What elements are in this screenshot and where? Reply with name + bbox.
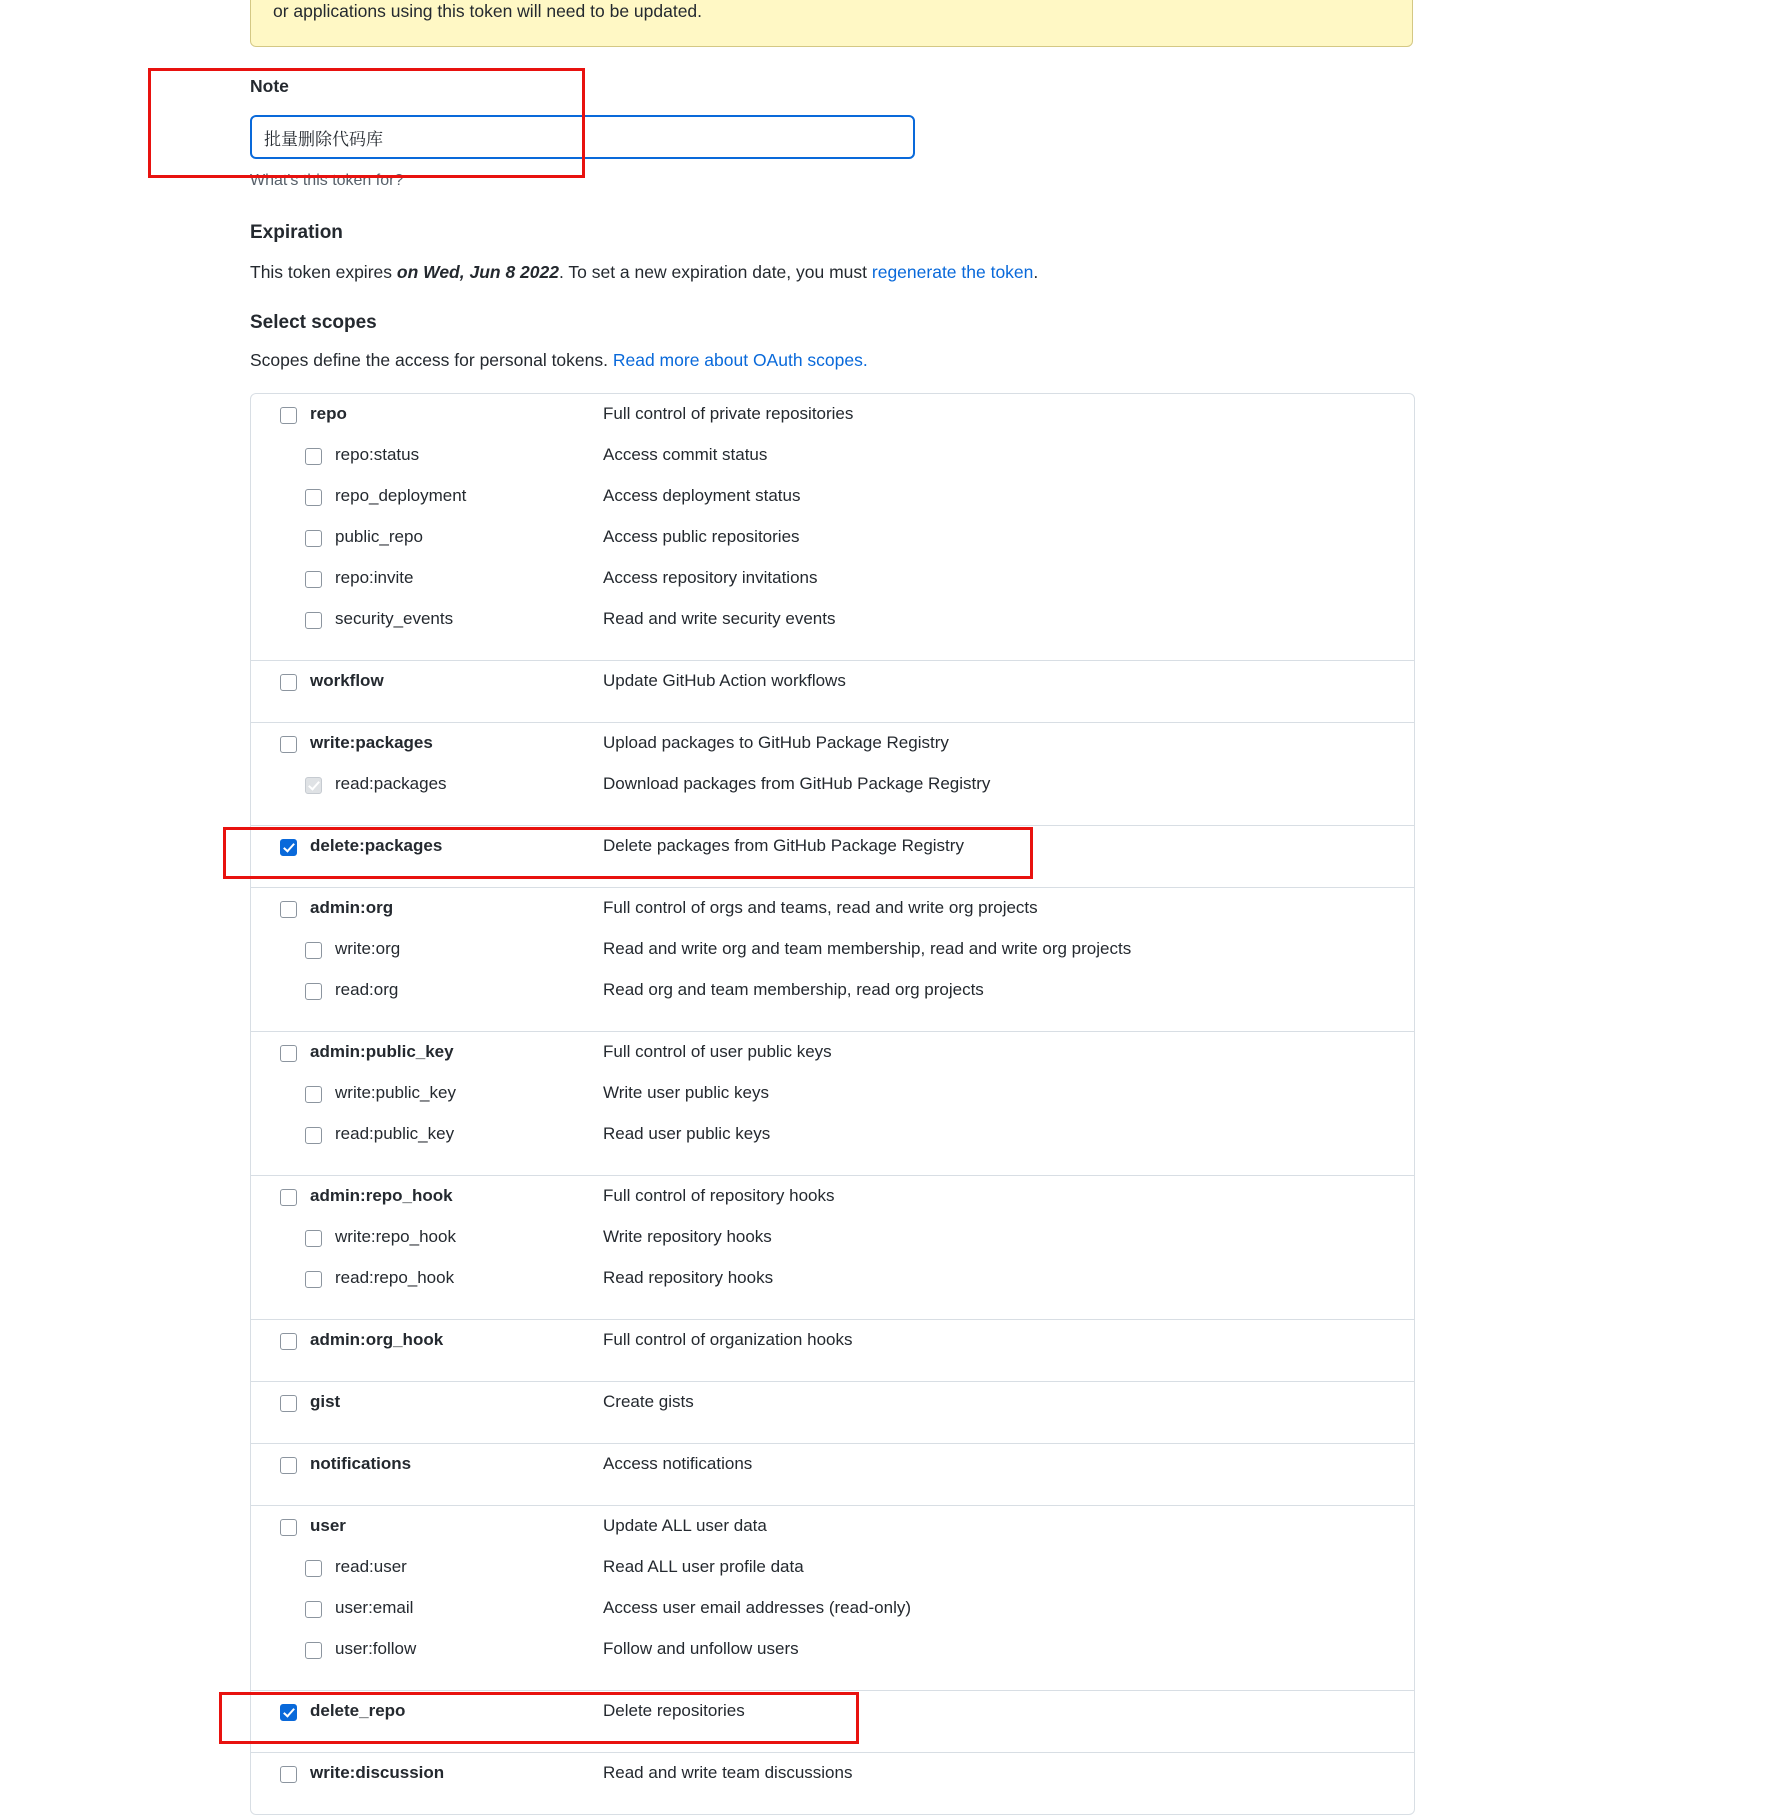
scope-description: Update GitHub Action workflows — [603, 671, 846, 690]
scope-checkbox-cell — [251, 1516, 297, 1536]
scope-name: delete_repo — [310, 1701, 406, 1720]
scope-name: repo:invite — [335, 568, 414, 587]
scope-description: Read repository hooks — [603, 1268, 774, 1287]
scope-name: write:discussion — [310, 1763, 445, 1782]
scope-checkbox-admin:org[interactable] — [280, 901, 297, 918]
scope-checkbox-user[interactable] — [280, 1519, 297, 1536]
scope-description: Access public repositories — [603, 527, 800, 546]
scope-row[interactable] — [251, 1557, 1414, 1598]
scope-checkbox-repo_deployment[interactable] — [305, 489, 322, 506]
scope-checkbox-cell — [251, 1598, 322, 1618]
expiration-prefix: This token expires — [250, 262, 397, 282]
scope-group — [251, 1382, 1414, 1444]
scope-name: user — [310, 1516, 346, 1535]
scope-checkbox-cell — [251, 1763, 297, 1783]
scope-checkbox-read:packages — [305, 777, 322, 794]
scope-row[interactable] — [251, 1124, 1414, 1165]
scope-description: Follow and unfollow users — [603, 1639, 799, 1658]
scope-row[interactable] — [251, 1268, 1414, 1309]
scope-row[interactable] — [251, 980, 1414, 1021]
scopes-subtext — [250, 350, 868, 371]
scope-name: repo — [310, 404, 347, 423]
scope-description: Access notifications — [603, 1454, 753, 1473]
scope-checkbox-admin:repo_hook[interactable] — [280, 1189, 297, 1206]
scope-description: Access commit status — [603, 445, 768, 464]
scopes-subtext-prefix: Scopes define the access for personal tokens. — [250, 350, 613, 370]
expiration-heading: Expiration — [250, 222, 343, 243]
scope-checkbox-repo[interactable] — [280, 407, 297, 424]
scope-checkbox-delete:packages[interactable] — [280, 839, 297, 856]
scope-description: Read user public keys — [603, 1124, 771, 1143]
scope-row[interactable] — [251, 609, 1414, 650]
scope-name: admin:public_key — [310, 1042, 454, 1061]
scope-row[interactable] — [251, 486, 1414, 527]
scope-checkbox-write:repo_hook[interactable] — [305, 1230, 322, 1247]
scope-checkbox-cell — [251, 671, 297, 691]
scope-name: read:public_key — [335, 1124, 455, 1143]
scope-row[interactable] — [251, 1392, 1414, 1433]
scope-description: Update ALL user data — [603, 1516, 767, 1535]
scope-group — [251, 394, 1414, 661]
scope-name: write:org — [335, 939, 401, 958]
scopes-heading: Select scopes — [250, 312, 377, 333]
scope-name: repo_deployment — [335, 486, 467, 505]
scope-row[interactable] — [251, 1763, 1414, 1804]
scopes-list — [250, 393, 1415, 1815]
scope-checkbox-cell — [251, 1124, 322, 1144]
scope-row[interactable] — [251, 1083, 1414, 1124]
scope-description: Full control of user public keys — [603, 1042, 832, 1061]
scope-checkbox-read:repo_hook[interactable] — [305, 1271, 322, 1288]
scope-row[interactable] — [251, 671, 1414, 712]
scope-checkbox-write:public_key[interactable] — [305, 1086, 322, 1103]
scope-row[interactable] — [251, 733, 1414, 774]
scope-description: Read and write team discussions — [603, 1763, 853, 1782]
scope-row[interactable] — [251, 898, 1414, 939]
scope-checkbox-admin:org_hook[interactable] — [280, 1333, 297, 1350]
oauth-scopes-link[interactable]: Read more about OAuth scopes. — [612, 350, 868, 370]
scope-group — [251, 1320, 1414, 1382]
scope-description: Upload packages to GitHub Package Registry — [603, 733, 949, 752]
scope-checkbox-write:packages[interactable] — [280, 736, 297, 753]
scope-checkbox-cell — [251, 609, 322, 629]
scope-group — [251, 1691, 1414, 1753]
scope-group — [251, 1444, 1414, 1506]
scope-description: Delete packages from GitHub Package Registry — [603, 836, 964, 855]
scope-name: user:follow — [335, 1639, 417, 1658]
scope-name: notifications — [310, 1454, 412, 1473]
expiration-description — [250, 262, 1038, 283]
scope-checkbox-write:discussion[interactable] — [280, 1766, 297, 1783]
scope-name: write:public_key — [335, 1083, 456, 1102]
scope-name: gist — [310, 1392, 341, 1411]
scope-checkbox-cell — [251, 1392, 297, 1412]
scope-row[interactable] — [251, 1186, 1414, 1227]
scope-name: user:email — [335, 1598, 414, 1617]
scope-row[interactable] — [251, 1454, 1414, 1495]
scope-group — [251, 1506, 1414, 1691]
scope-checkbox-read:org[interactable] — [305, 983, 322, 1000]
note-label: Note — [250, 76, 289, 96]
scope-checkbox-user:email[interactable] — [305, 1601, 322, 1618]
scope-description: Delete repositories — [603, 1701, 745, 1720]
scope-row[interactable] — [251, 445, 1414, 486]
scope-checkbox-cell — [251, 1186, 297, 1206]
scope-checkbox-public_repo[interactable] — [305, 530, 322, 547]
note-input[interactable] — [250, 115, 915, 159]
scope-row[interactable] — [251, 1639, 1414, 1680]
scope-name: read:packages — [335, 774, 447, 793]
scope-checkbox-delete_repo[interactable] — [280, 1704, 297, 1721]
scope-name: write:packages — [310, 733, 433, 752]
scope-group — [251, 888, 1414, 1032]
scope-name: delete:packages — [310, 836, 443, 855]
scope-description: Full control of orgs and teams, read and write org projects — [603, 898, 1038, 917]
scope-checkbox-cell — [251, 486, 322, 506]
scope-checkbox-cell — [251, 1557, 322, 1577]
scope-description: Create gists — [603, 1392, 694, 1411]
scope-row[interactable] — [251, 1516, 1414, 1557]
scope-name: write:repo_hook — [335, 1227, 456, 1246]
scope-name: read:user — [335, 1557, 407, 1576]
scope-checkbox-cell — [251, 1083, 322, 1103]
scope-description: Access user email addresses (read-only) — [603, 1598, 912, 1617]
scope-checkbox-cell — [251, 836, 297, 856]
note-hint: What's this token for? — [250, 172, 404, 189]
scope-group — [251, 1032, 1414, 1176]
scope-description: Read and write org and team membership, read and write org projects — [603, 939, 1132, 958]
scope-row[interactable] — [251, 527, 1414, 568]
scope-row[interactable] — [251, 1042, 1414, 1083]
scope-checkbox-cell — [251, 1330, 297, 1350]
scope-checkbox-cell — [251, 404, 297, 424]
token-warning-banner — [250, 0, 1413, 47]
scope-description: Full control of organization hooks — [603, 1330, 853, 1349]
scope-row[interactable] — [251, 1598, 1414, 1639]
scope-checkbox-cell — [251, 1042, 297, 1062]
scope-row[interactable] — [251, 836, 1414, 877]
scope-row[interactable] — [251, 568, 1414, 609]
scope-checkbox-workflow[interactable] — [280, 674, 297, 691]
scope-checkbox-cell — [251, 1454, 297, 1474]
scope-checkbox-security_events[interactable] — [305, 612, 322, 629]
scope-name: workflow — [310, 671, 384, 690]
scope-description: Access deployment status — [603, 486, 801, 505]
scope-name: read:repo_hook — [335, 1268, 455, 1287]
scope-checkbox-admin:public_key[interactable] — [280, 1045, 297, 1062]
scope-checkbox-write:org[interactable] — [305, 942, 322, 959]
scope-checkbox-cell — [251, 1701, 297, 1721]
scope-description: Full control of repository hooks — [603, 1186, 835, 1205]
scope-name: read:org — [335, 980, 399, 999]
scope-checkbox-repo:invite[interactable] — [305, 571, 322, 588]
scope-checkbox-repo:status[interactable] — [305, 448, 322, 465]
scope-name: admin:org — [310, 898, 394, 917]
scope-name: public_repo — [335, 527, 423, 546]
scope-row[interactable] — [251, 1330, 1414, 1371]
scope-description: Write user public keys — [603, 1083, 769, 1102]
scope-checkbox-cell — [251, 1268, 322, 1288]
scope-row[interactable] — [251, 1227, 1414, 1268]
scope-name: security_events — [335, 609, 454, 628]
scope-description: Read and write security events — [603, 609, 836, 628]
scope-description: Download packages from GitHub Package Registry — [603, 774, 991, 793]
scope-checkbox-cell — [251, 980, 322, 1000]
scope-checkbox-gist[interactable] — [280, 1395, 297, 1412]
scope-row[interactable] — [251, 774, 1414, 815]
scope-checkbox-notifications[interactable] — [280, 1457, 297, 1474]
scope-checkbox-cell — [251, 568, 322, 588]
scope-row[interactable] — [251, 939, 1414, 980]
scope-checkbox-cell — [251, 939, 322, 959]
scope-checkbox-cell — [251, 733, 297, 753]
scope-group — [251, 1176, 1414, 1320]
scope-description: Write repository hooks — [603, 1227, 772, 1246]
scope-name: admin:repo_hook — [310, 1186, 453, 1205]
scope-checkbox-cell — [251, 445, 322, 465]
scope-row[interactable] — [251, 404, 1414, 445]
expiration-date: on Wed, Jun 8 2022 — [396, 262, 559, 282]
scope-checkbox-cell — [251, 1227, 322, 1247]
scope-description: Access repository invitations — [603, 568, 818, 587]
scope-checkbox-read:user[interactable] — [305, 1560, 322, 1577]
scope-checkbox-user:follow[interactable] — [305, 1642, 322, 1659]
regenerate-token-link[interactable]: regenerate the token — [871, 262, 1034, 282]
scope-group — [251, 826, 1414, 888]
scope-checkbox-cell — [251, 898, 297, 918]
scope-row[interactable] — [251, 1701, 1414, 1742]
scope-name: admin:org_hook — [310, 1330, 444, 1349]
scope-checkbox-cell — [251, 1639, 322, 1659]
scope-checkbox-cell — [251, 527, 322, 547]
banner-text: or applications using this token will need to be updated. — [273, 1, 703, 21]
scope-description: Read org and team membership, read org projects — [603, 980, 984, 999]
scope-group — [251, 723, 1414, 826]
scope-group — [251, 661, 1414, 723]
scope-checkbox-cell — [251, 774, 322, 794]
expiration-suffix: . — [1033, 262, 1039, 282]
scope-name: repo:status — [335, 445, 420, 464]
scope-description: Full control of private repositories — [603, 404, 854, 423]
scope-description: Read ALL user profile data — [603, 1557, 804, 1576]
scope-checkbox-read:public_key[interactable] — [305, 1127, 322, 1144]
scope-group — [251, 1753, 1414, 1814]
expiration-middle: . To set a new expiration date, you must — [558, 262, 872, 282]
